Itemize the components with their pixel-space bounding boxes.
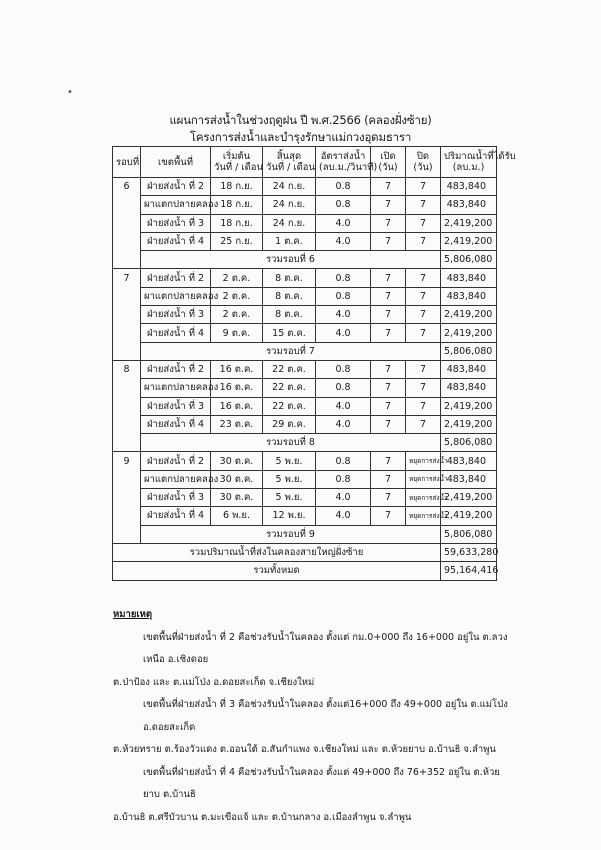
close-days-cell: 7	[406, 324, 441, 342]
zone-cell: ฝ่ายส่งน้ำ ที่ 2	[141, 269, 211, 287]
rate-cell: 4.0	[316, 214, 371, 232]
rate-cell: 0.8	[316, 287, 371, 305]
close-days-cell: หยุดการส่งน้ำ	[406, 452, 441, 470]
table-row	[113, 415, 497, 433]
start-date-cell: 23 ต.ค.	[211, 415, 263, 433]
header-open: เปิด (วัน)	[371, 147, 406, 178]
round-number-cell	[113, 525, 141, 543]
open-days-cell: 7	[371, 397, 406, 415]
rate-cell: 0.8	[316, 470, 371, 488]
open-days-cell: 7	[371, 196, 406, 214]
open-days-cell: 7	[371, 489, 406, 507]
start-date-cell: 6 พ.ย.	[211, 507, 263, 525]
end-date-cell: 22 ต.ค.	[263, 397, 316, 415]
round-total-row	[113, 342, 497, 360]
end-date-cell: 5 พ.ย.	[263, 489, 316, 507]
end-date-cell: 22 ต.ค.	[263, 379, 316, 397]
end-date-cell: 24 ก.ย.	[263, 214, 316, 232]
note-2-line-1: เขตพื้นที่ฝ่ายส่งน้ำ ที่ 3 คือช่วงรับน้ำในคลอง ตั้งแต่16+000 ถึง 49+000 อยู่ใน ต.แม่โป่ง อ.ดอยสะเก็ด	[143, 699, 508, 733]
start-date-cell: 2 ต.ค.	[211, 306, 263, 324]
rate-cell: 4.0	[316, 415, 371, 433]
rate-cell: 0.8	[316, 269, 371, 287]
end-date-cell: 8 ต.ค.	[263, 269, 316, 287]
start-date-cell: 9 ต.ค.	[211, 324, 263, 342]
note-1-line-2: ต.ป่าป้อง และ ต.แม่โป่ง อ.ดอยสะเก็ด จ.เชียงใหม่	[113, 676, 315, 688]
open-days-cell: 7	[371, 360, 406, 378]
zone-cell: ผาแตกปลายคลอง	[141, 196, 211, 214]
round-number-cell	[113, 397, 141, 415]
table-row	[113, 269, 497, 287]
round-number-cell	[113, 214, 141, 232]
open-days-cell: 7	[371, 178, 406, 196]
close-days-cell: 7	[406, 360, 441, 378]
end-date-cell: 15 ต.ค.	[263, 324, 316, 342]
close-days-cell: 7	[406, 214, 441, 232]
round-total-label: รวมรอบที่ 9	[141, 525, 441, 543]
zone-cell: ผาแตกปลายคลอง	[141, 287, 211, 305]
note-3-line-2: อ.บ้านธิ ต.ศรีบัวบาน ต.มะเขือแจ้ และ ต.บ้านกลาง อ.เมืองลำพูน จ.ลำพูน	[113, 811, 412, 823]
close-days-cell: 7	[406, 287, 441, 305]
open-days-cell: 7	[371, 306, 406, 324]
volume-cell: 2,419,200	[441, 507, 497, 525]
close-days-cell: 7	[406, 379, 441, 397]
water-delivery-table	[112, 146, 516, 581]
note-1-line-1: เขตพื้นที่ฝ่ายส่งน้ำ ที่ 2 คือช่วงรับน้ำในคลอง ตั้งแต่ กม.0+000 ถึง 16+000 อยู่ใน ต.ลวงเหนือ อ.เชิงดอย	[143, 631, 508, 665]
round-number-cell	[113, 415, 141, 433]
round-number-cell	[113, 342, 141, 360]
rate-cell: 0.8	[316, 360, 371, 378]
volume-cell: 483,840	[441, 470, 497, 488]
rate-cell: 0.8	[316, 452, 371, 470]
start-date-cell: 16 ต.ค.	[211, 379, 263, 397]
volume-cell: 2,419,200	[441, 324, 497, 342]
zone-cell: ฝ่ายส่งน้ำ ที่ 4	[141, 507, 211, 525]
table-row	[113, 397, 497, 415]
start-date-cell: 30 ต.ค.	[211, 470, 263, 488]
close-days-cell: 7	[406, 178, 441, 196]
open-days-cell: 7	[371, 287, 406, 305]
rate-cell: 0.8	[316, 196, 371, 214]
round-total-row	[113, 434, 497, 452]
document-subtitle: โครงการส่งน้ำและบำรุงรักษาแม่กวงอุดมธารา	[189, 130, 412, 144]
open-days-cell: 7	[371, 379, 406, 397]
round-total-label: รวมรอบที่ 7	[141, 342, 441, 360]
rate-cell: 4.0	[316, 489, 371, 507]
rate-cell: 4.0	[316, 324, 371, 342]
open-days-cell: 7	[371, 324, 406, 342]
volume-cell: 483,840	[441, 196, 497, 214]
close-days-cell: 7	[406, 196, 441, 214]
end-date-cell: 12 พ.ย.	[263, 507, 316, 525]
note-2-line-2: ต.ห้วยทราย ต.ร้องวัวแดง ต.ออนใต้ อ.สันกำแพง จ.เชียงใหม่ และ ต.ห้วยยาบ อ.บ้านธิ จ.ลำพูน	[113, 744, 496, 755]
close-days-cell: 7	[406, 232, 441, 250]
end-date-cell: 8 ต.ค.	[263, 306, 316, 324]
start-date-cell: 25 ก.ย.	[211, 232, 263, 250]
close-days-cell: 7	[406, 415, 441, 433]
end-date-cell: 5 พ.ย.	[263, 452, 316, 470]
round-total-value: 5,806,080	[441, 525, 497, 543]
round-number-cell	[113, 287, 141, 305]
volume-cell: 2,419,200	[441, 489, 497, 507]
table-row	[113, 232, 497, 250]
table-row	[113, 360, 497, 378]
table-row	[113, 489, 497, 507]
start-date-cell: 16 ต.ค.	[211, 360, 263, 378]
canal-total-row	[113, 543, 497, 561]
header-close: ปิด (วัน)	[406, 147, 441, 178]
close-days-cell: หยุดการส่งน้ำ	[406, 470, 441, 488]
zone-cell: ฝ่ายส่งน้ำ ที่ 3	[141, 489, 211, 507]
start-date-cell: 16 ต.ค.	[211, 397, 263, 415]
round-number-cell	[113, 306, 141, 324]
open-days-cell: 7	[371, 269, 406, 287]
round-total-value: 5,806,080	[441, 342, 497, 360]
close-days-cell: 7	[406, 397, 441, 415]
rate-cell: 0.8	[316, 379, 371, 397]
round-number-cell: 7	[113, 269, 141, 287]
end-date-cell: 1 ต.ค.	[263, 232, 316, 250]
rate-cell: 0.8	[316, 178, 371, 196]
volume-cell: 2,419,200	[441, 415, 497, 433]
zone-cell: ฝ่ายส่งน้ำ ที่ 4	[141, 415, 211, 433]
rate-cell: 4.0	[316, 397, 371, 415]
volume-cell: 483,840	[441, 452, 497, 470]
table-row	[113, 507, 497, 525]
table-row	[113, 379, 497, 397]
volume-cell: 2,419,200	[441, 397, 497, 415]
canal-total-label: รวมปริมาณน้ำที่ส่งในคลองสายใหญ่ฝั่งซ้าย	[113, 543, 441, 561]
round-number-cell	[113, 232, 141, 250]
round-total-value: 5,806,080	[441, 434, 497, 452]
document-title: แผนการส่งน้ำในช่วงฤดูฝน ปี พ.ศ.2566 (คลองฝั่งซ้าย)	[169, 113, 432, 127]
table-row	[113, 324, 497, 342]
round-number-cell: 6	[113, 178, 141, 196]
round-number-cell	[113, 379, 141, 397]
open-days-cell: 7	[371, 507, 406, 525]
header-volume: ปริมาณน้ำที่ได้รับ (ลบ.ม.)	[441, 147, 497, 178]
table-row	[113, 214, 497, 232]
volume-cell: 2,419,200	[441, 306, 497, 324]
scan-speck: •	[67, 87, 73, 98]
volume-cell: 483,840	[441, 269, 497, 287]
notes-heading: หมายเหตุ	[113, 609, 153, 620]
round-total-value: 5,806,080	[441, 251, 497, 269]
zone-cell: ฝ่ายส่งน้ำ ที่ 3	[141, 397, 211, 415]
round-number-cell	[113, 507, 141, 525]
close-days-cell: หยุดการส่งน้ำ	[406, 507, 441, 525]
round-number-cell	[113, 434, 141, 452]
zone-cell: ผาแตกปลายคลอง	[141, 379, 211, 397]
open-days-cell: 7	[371, 415, 406, 433]
end-date-cell: 24 ก.ย.	[263, 196, 316, 214]
close-days-cell: 7	[406, 269, 441, 287]
volume-cell: 2,419,200	[441, 232, 497, 250]
end-date-cell: 8 ต.ค.	[263, 287, 316, 305]
table-row	[113, 470, 497, 488]
volume-cell: 2,419,200	[441, 214, 497, 232]
start-date-cell: 30 ต.ค.	[211, 452, 263, 470]
end-date-cell: 24 ก.ย.	[263, 178, 316, 196]
round-number-cell: 8	[113, 360, 141, 378]
zone-cell: ฝ่ายส่งน้ำ ที่ 2	[141, 452, 211, 470]
header-round: รอบที่	[113, 147, 141, 178]
start-date-cell: 2 ต.ค.	[211, 287, 263, 305]
volume-cell: 483,840	[441, 178, 497, 196]
open-days-cell: 7	[371, 214, 406, 232]
table-row	[113, 306, 497, 324]
header-start: เริ่มต้น วันที่ / เดือน	[211, 147, 263, 178]
table-row	[113, 452, 497, 470]
open-days-cell: 7	[371, 452, 406, 470]
table-row	[113, 287, 497, 305]
volume-cell: 483,840	[441, 287, 497, 305]
rate-cell: 4.0	[316, 306, 371, 324]
round-total-label: รวมรอบที่ 8	[141, 434, 441, 452]
open-days-cell: 7	[371, 470, 406, 488]
close-days-cell: หยุดการส่งน้ำ	[406, 489, 441, 507]
volume-cell: 483,840	[441, 379, 497, 397]
zone-cell: ฝ่ายส่งน้ำ ที่ 2	[141, 178, 211, 196]
round-number-cell	[113, 196, 141, 214]
round-number-cell: 9	[113, 452, 141, 470]
table-row	[113, 178, 497, 196]
volume-cell: 483,840	[441, 360, 497, 378]
canal-total-value: 59,633,280	[441, 543, 497, 561]
round-number-cell	[113, 251, 141, 269]
table-row	[113, 196, 497, 214]
grand-total-row	[113, 562, 497, 580]
zone-cell: ฝ่ายส่งน้ำ ที่ 2	[141, 360, 211, 378]
round-total-row	[113, 251, 497, 269]
grand-total-label: รวมทั้งหมด	[113, 562, 441, 580]
zone-cell: ฝ่ายส่งน้ำ ที่ 3	[141, 306, 211, 324]
note-3-line-1: เขตพื้นที่ฝ่ายส่งน้ำ ที่ 4 คือช่วงรับน้ำในคลอง ตั้งแต่ 49+000 ถึง 76+352 อยู่ใน ต.ห้วยยาบ ต.บ้านธิ	[143, 766, 500, 800]
close-days-cell: 7	[406, 306, 441, 324]
notes-section	[113, 604, 513, 829]
start-date-cell: 18 ก.ย.	[211, 196, 263, 214]
header-rate: อัตราส่งน้ำ (ลบ.ม./วินาที)	[316, 147, 371, 178]
start-date-cell: 30 ต.ค.	[211, 489, 263, 507]
header-end: สิ้นสุด วันที่ / เดือน	[263, 147, 316, 178]
start-date-cell: 18 ก.ย.	[211, 178, 263, 196]
start-date-cell: 2 ต.ค.	[211, 269, 263, 287]
header-zone: เขตพื้นที่	[141, 147, 211, 178]
round-total-row	[113, 525, 497, 543]
rate-cell: 4.0	[316, 232, 371, 250]
round-number-cell	[113, 470, 141, 488]
grand-total-value: 95,164,416	[441, 562, 497, 580]
zone-cell: ฝ่ายส่งน้ำ ที่ 3	[141, 214, 211, 232]
rate-cell: 4.0	[316, 507, 371, 525]
end-date-cell: 5 พ.ย.	[263, 470, 316, 488]
end-date-cell: 29 ต.ค.	[263, 415, 316, 433]
round-number-cell	[113, 489, 141, 507]
end-date-cell: 22 ต.ค.	[263, 360, 316, 378]
zone-cell: ผาแตกปลายคลอง	[141, 470, 211, 488]
round-number-cell	[113, 324, 141, 342]
start-date-cell: 18 ก.ย.	[211, 214, 263, 232]
zone-cell: ฝ่ายส่งน้ำ ที่ 4	[141, 324, 211, 342]
round-total-label: รวมรอบที่ 6	[141, 251, 441, 269]
open-days-cell: 7	[371, 232, 406, 250]
zone-cell: ฝ่ายส่งน้ำ ที่ 4	[141, 232, 211, 250]
